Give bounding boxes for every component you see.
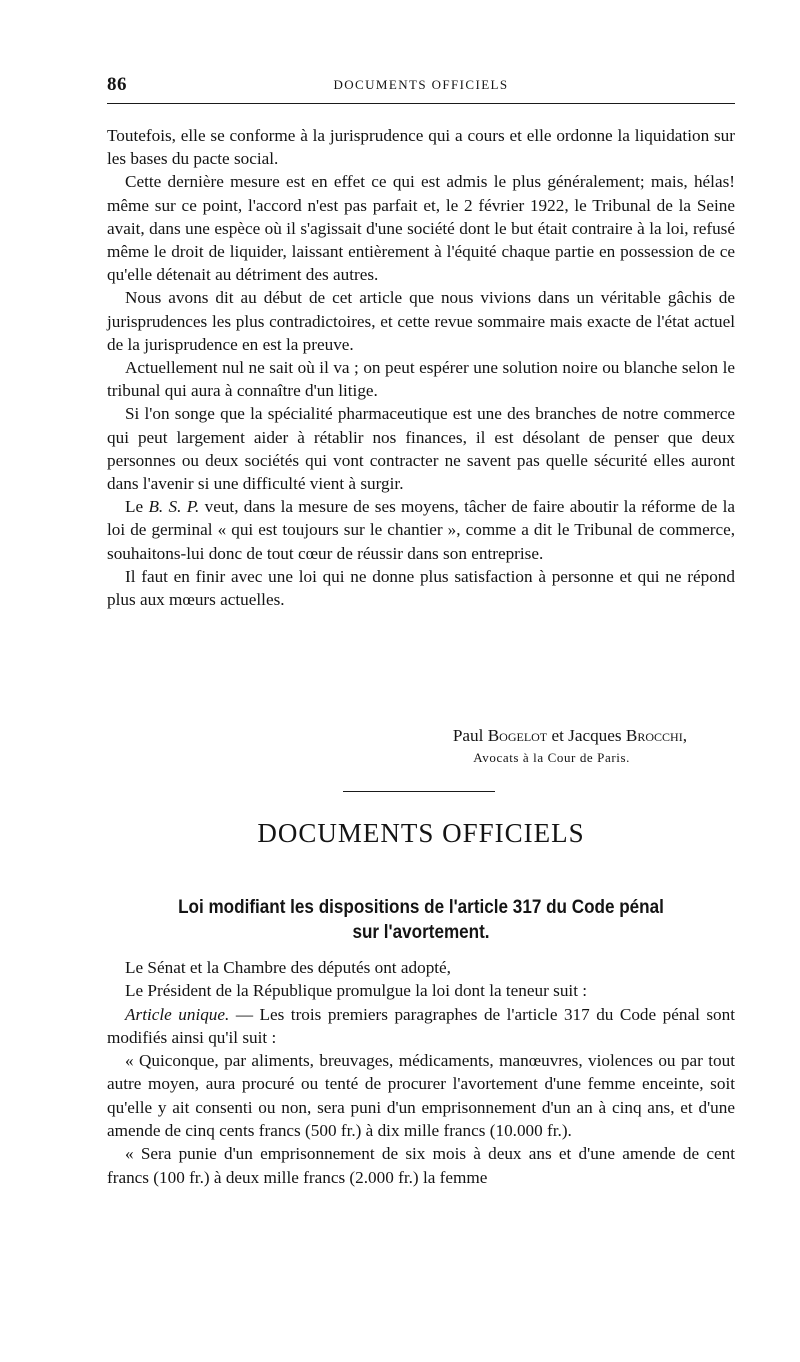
author-affiliation: Avocats à la Cour de Paris. — [473, 750, 630, 765]
paragraph: Nous avons dit au début de cet article que nous vivions dans un véritable gâchis de jurisprudences les plus contradictoires, et cette revue sommaire mais exacte de l'état actuel de la jurisprudence en est la preuve. — [107, 288, 735, 354]
author-last-name: Bogelot — [487, 726, 548, 745]
signature — [207, 725, 687, 747]
paragraph — [107, 495, 735, 565]
paragraph — [107, 1003, 735, 1050]
law-title — [138, 895, 703, 945]
running-header — [107, 74, 735, 98]
section-title: DOCUMENTS OFFICIELS — [257, 818, 585, 848]
paragraph: Cette dernière mesure est en effet ce qui est admis le plus généralement; mais, hélas! même sur ce point, l'accord n'est pas parfait et, le 2 février 1922, le Tribunal de la Seine avait, dans une espèce où il s'agissait d'une société dont le but était contraire à la loi, refusé même le droit de liquider, laissant entièrement à l'équité chaque partie en possession de ce qu'elle détenait au détriment des autres. — [107, 172, 735, 285]
header-rule — [107, 103, 735, 104]
author-last-name: Brocchi — [625, 726, 683, 745]
law-body — [107, 956, 735, 1189]
paragraph: Toutefois, elle se conforme à la jurisprudence qui a cours et elle ordonne la liquidation sur les bases du pacte social. — [107, 126, 735, 169]
abbreviation: B. S. P. — [148, 497, 200, 517]
author-first-name: Paul — [452, 726, 488, 745]
paragraph: « Quiconque, par aliments, breuvages, médicaments, manœuvres, violences ou par tout autre moyen, aura procuré ou tenté de procurer l'avortement d'une femme enceinte, soit qu'elle y ait consenti ou non, sera puni d'un emprisonnement d'un an à cinq ans, et d'une amende de cinq cents francs (500 fr.) à dix mille francs (10.000 fr.). — [107, 1051, 735, 1141]
paragraph: Il faut en finir avec une loi qui ne donne plus satisfaction à personne et qui ne répond plus aux mœurs actuelles. — [107, 566, 735, 610]
paragraph: Le Président de la République promulgue la loi dont la teneur suit : — [125, 981, 588, 1001]
paragraph: Si l'on songe que la spécialité pharmaceutique est une des branches de notre commerce qui peut largement aider à rétablir nos finances, il est désolant de penser que deux personnes ou deux sociétés qui vont contracter ne savent pas quelle sécurité elles auront dans l'avenir si une difficulté vient à surgir. — [107, 404, 735, 494]
signature-punctuation: , — [682, 726, 687, 745]
running-title: DOCUMENTS OFFICIELS — [333, 77, 509, 92]
page-number: 86 — [107, 74, 127, 95]
paragraph: Le Sénat et la Chambre des députés ont adopté, — [125, 958, 451, 977]
section-divider — [343, 791, 495, 792]
article-label: Article unique. — [125, 1004, 230, 1024]
paragraph-text: Le — [125, 497, 149, 517]
article-body — [107, 124, 735, 611]
paragraph: Actuellement nul ne sait où il va ; on peut espérer une solution noire ou blanche selon le tribunal qui aura à connaître d'un litige. — [107, 358, 735, 401]
paragraph: « Sera punie d'un emprisonnement de six mois à deux ans et d'une amende de cent francs (100 fr.) à deux mille francs (2.000 fr.) la femme — [107, 1144, 735, 1187]
paragraph-text: veut, dans la mesure de ses moyens, tâcher de faire aboutir la réforme de la loi de germinal « qui est toujours sur le chantier », comme a dit le Tribunal de commerce, souhaitons-lui donc de tout cœur de réussir dans son entreprise. — [107, 497, 735, 563]
paragraph-text: — Les trois premiers paragraphes de l'article 317 du Code pénal sont modifiés ainsi qu'il suit : — [107, 1004, 735, 1047]
law-title-line: sur l'avortement. — [352, 922, 490, 943]
author-connector: et Jacques — [547, 726, 626, 745]
law-title-line: Loi modifiant les dispositions de l'article 317 du Code pénal — [178, 897, 664, 918]
